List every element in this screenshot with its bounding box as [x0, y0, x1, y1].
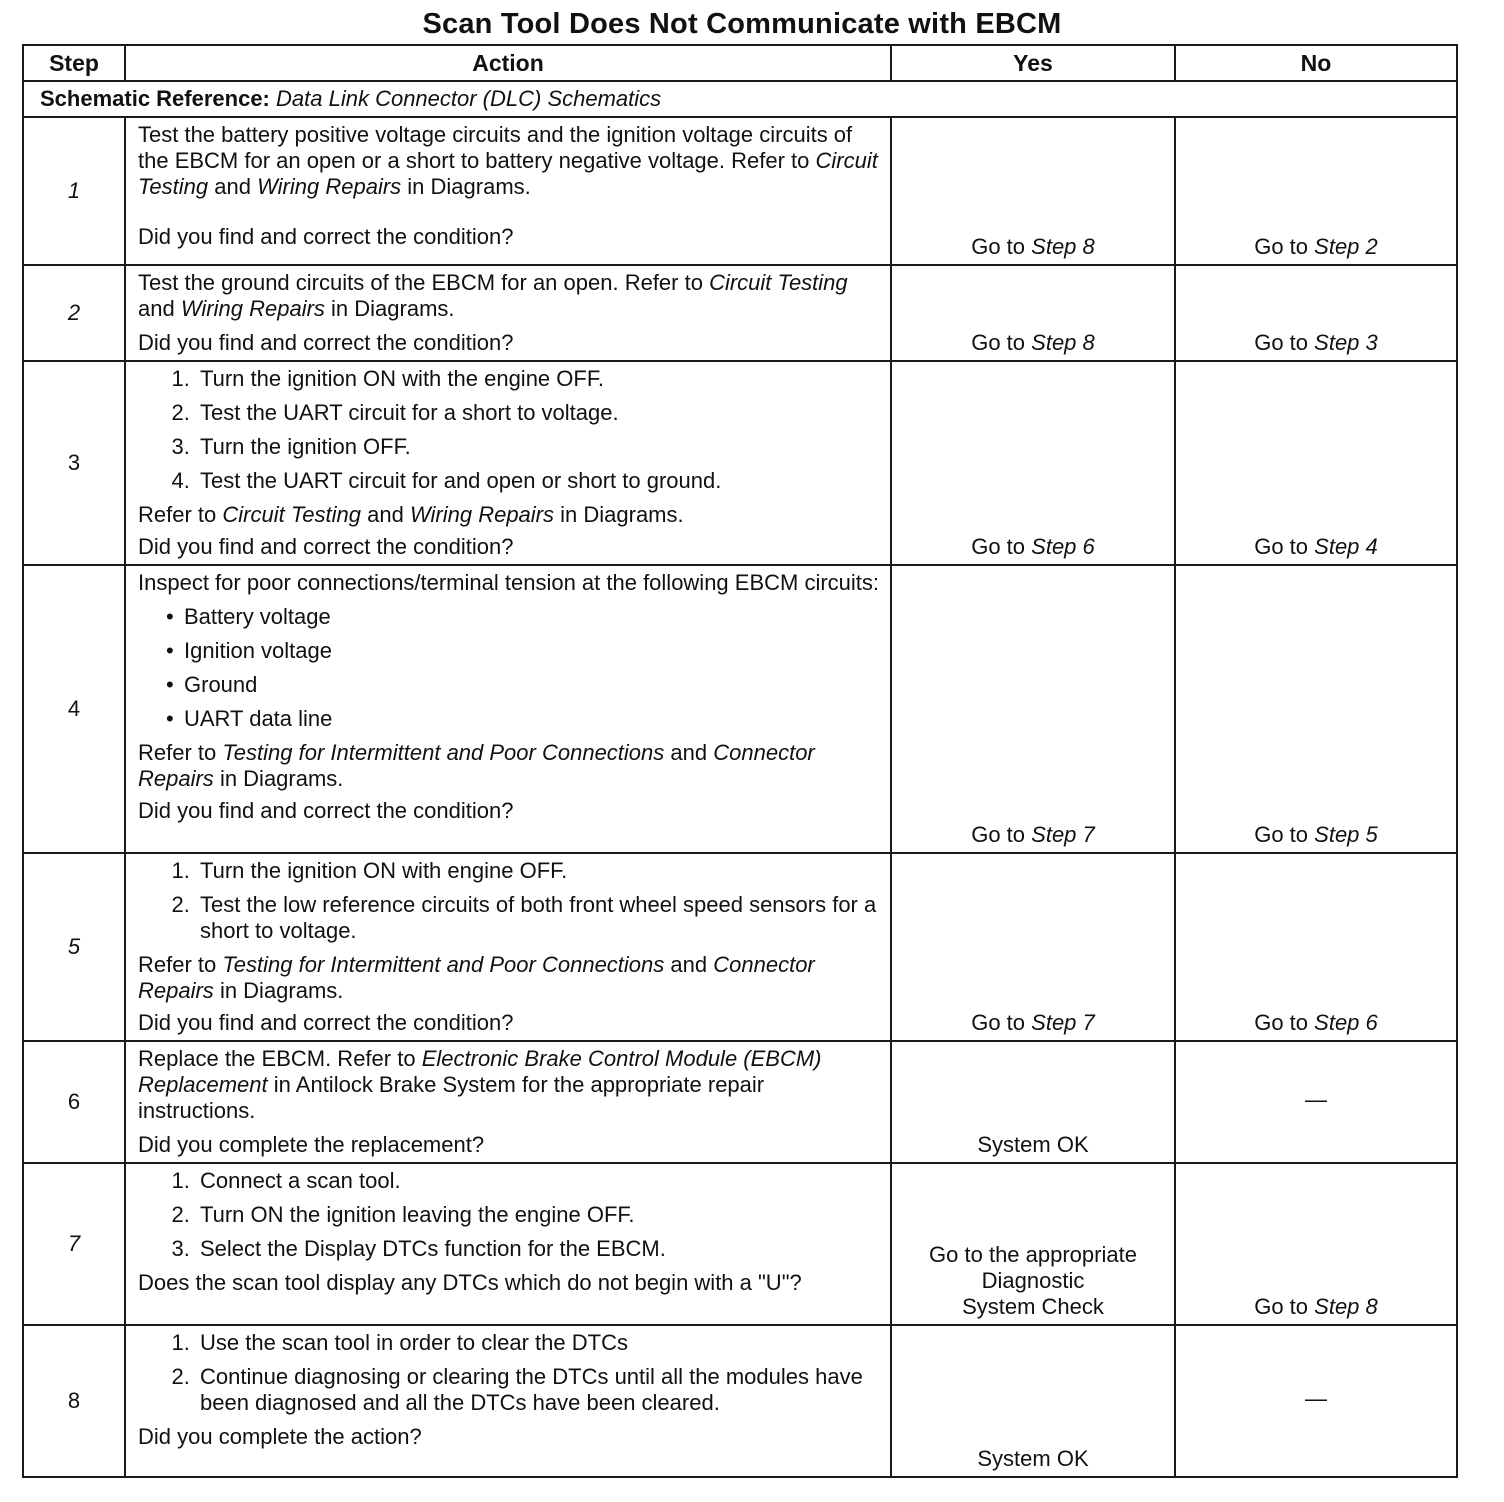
- table-row: [23, 1163, 1457, 1325]
- step-number: 1: [23, 117, 125, 265]
- link-circuit-testing[interactable]: Circuit Testing: [709, 270, 848, 295]
- action-list: [138, 1330, 880, 1416]
- list-item: 2. Test the low reference circuits of both front wheel speed sensors for a short to voltage.: [196, 892, 880, 944]
- list-item: 1. Connect a scan tool.: [196, 1168, 880, 1194]
- schematic-row: [23, 81, 1457, 117]
- step-action: [125, 853, 891, 1041]
- step-action: [125, 565, 891, 853]
- list-item: • UART data line: [184, 706, 880, 732]
- yes-step-link[interactable]: Step 6: [1031, 534, 1095, 559]
- list-item: 2. Turn ON the ignition leaving the engine OFF.: [196, 1202, 880, 1228]
- no-result: Go to Step 5: [1175, 565, 1457, 853]
- header-yes: Yes: [891, 45, 1175, 81]
- step-number: 2: [23, 265, 125, 361]
- no-step-link[interactable]: Step 2: [1314, 234, 1378, 259]
- yes-line: Go to the appropriate: [929, 1242, 1137, 1267]
- step-number: 6: [23, 1041, 125, 1163]
- link-circuit-testing[interactable]: Circuit Testing: [222, 502, 361, 527]
- link-testing-intermittent[interactable]: Testing for Intermittent and Poor Connections: [222, 952, 665, 977]
- link-wiring-repairs[interactable]: Wiring Repairs: [409, 502, 555, 527]
- yes-result: System OK: [891, 1041, 1175, 1163]
- list-item: 2. Test the UART circuit for a short to voltage.: [196, 400, 880, 426]
- bullet-list: [138, 604, 880, 732]
- header-action: Action: [125, 45, 891, 81]
- table-row: [23, 565, 1457, 853]
- step-action: [125, 117, 891, 265]
- list-item: • Battery voltage: [184, 604, 880, 630]
- no-result: Go to Step 3: [1175, 265, 1457, 361]
- no-result: —: [1175, 1041, 1457, 1163]
- step-number: 8: [23, 1325, 125, 1477]
- list-item: 4. Test the UART circuit for and open or short to ground.: [196, 468, 880, 494]
- action-text: Refer to Testing for Intermittent and Poor Connections and Connector Repairs in Diagrams.: [138, 952, 815, 1003]
- schematic-label: Schematic Reference:: [40, 86, 270, 111]
- step-action: [125, 1041, 891, 1163]
- no-result: Go to Step 6: [1175, 853, 1457, 1041]
- no-result: Go to Step 2: [1175, 117, 1457, 265]
- list-item: 1. Turn the ignition ON with the engine OFF.: [196, 366, 880, 392]
- yes-step-link[interactable]: Step 8: [1031, 330, 1095, 355]
- yes-result: [891, 1163, 1175, 1325]
- step-number: 4: [23, 565, 125, 853]
- link-testing-intermittent[interactable]: Testing for Intermittent and Poor Connections: [222, 740, 665, 765]
- action-list: [138, 366, 880, 494]
- no-result: Go to Step 4: [1175, 361, 1457, 565]
- link-circuit-testing[interactable]: Circuit Testing: [138, 148, 878, 199]
- header-no: No: [1175, 45, 1457, 81]
- table-row: [23, 1325, 1457, 1477]
- no-step-link[interactable]: Step 4: [1314, 534, 1378, 559]
- yes-line: Diagnostic: [981, 1268, 1085, 1293]
- yes-result: Go to Step 7: [891, 565, 1175, 853]
- action-question: Did you complete the action?: [138, 1424, 422, 1449]
- yes-step-link[interactable]: Step 8: [1031, 234, 1095, 259]
- yes-result: System OK: [891, 1325, 1175, 1477]
- no-step-link[interactable]: Step 6: [1314, 1010, 1378, 1035]
- no-result: —: [1175, 1325, 1457, 1477]
- action-question: Did you find and correct the condition?: [138, 798, 514, 823]
- step-number: 5: [23, 853, 125, 1041]
- link-connector-repairs[interactable]: Connector Repairs: [138, 740, 815, 791]
- action-list: [138, 1168, 880, 1262]
- table-row: [23, 117, 1457, 265]
- diagnostic-table: [22, 44, 1458, 1478]
- step-number: 7: [23, 1163, 125, 1325]
- step-action: [125, 1163, 891, 1325]
- action-question: Did you complete the replacement?: [138, 1132, 485, 1157]
- step-action: [125, 361, 891, 565]
- table-row: [23, 361, 1457, 565]
- action-question: Did you find and correct the condition?: [138, 534, 514, 559]
- schematic-reference: [23, 81, 1457, 117]
- yes-step-link[interactable]: Step 7: [1031, 1010, 1095, 1035]
- list-item: • Ignition voltage: [184, 638, 880, 664]
- list-item: • Ground: [184, 672, 880, 698]
- action-question: Does the scan tool display any DTCs which do not begin with a "U"?: [138, 1270, 802, 1295]
- header-row: [23, 45, 1457, 81]
- no-step-link[interactable]: Step 3: [1314, 330, 1378, 355]
- no-step-link[interactable]: Step 5: [1314, 822, 1378, 847]
- yes-step-link[interactable]: Step 7: [1031, 822, 1095, 847]
- link-connector-repairs[interactable]: Connector Repairs: [138, 952, 815, 1003]
- schematic-link[interactable]: Data Link Connector (DLC) Schematics: [276, 86, 662, 111]
- yes-result: Go to Step 6: [891, 361, 1175, 565]
- table-row: [23, 853, 1457, 1041]
- list-item: 2. Continue diagnosing or clearing the DTCs until all the modules have been diagnosed and all the DTCs have been cleared.: [196, 1364, 880, 1416]
- action-text: Test the battery positive voltage circuits and the ignition voltage circuits of the EBCM for an open or a short to battery negative voltage. Refer to Circuit Testing and Wiring Repairs in Diagrams.: [138, 122, 878, 199]
- action-text: Refer to Circuit Testing and Wiring Repairs in Diagrams.: [138, 502, 684, 527]
- action-text: Inspect for poor connections/terminal tension at the following EBCM circuits:: [138, 570, 880, 595]
- yes-line: System Check: [962, 1294, 1104, 1319]
- list-item: 3. Turn the ignition OFF.: [196, 434, 880, 460]
- header-step: Step: [23, 45, 125, 81]
- action-question: Did you find and correct the condition?: [138, 330, 514, 355]
- link-ebcm-replacement[interactable]: Electronic Brake Control Module (EBCM) Replacement: [138, 1046, 822, 1097]
- list-item: 1. Turn the ignition ON with engine OFF.: [196, 858, 880, 884]
- list-item: 3. Select the Display DTCs function for the EBCM.: [196, 1236, 880, 1262]
- no-result: Go to Step 8: [1175, 1163, 1457, 1325]
- yes-result: Go to Step 8: [891, 117, 1175, 265]
- action-question: Did you find and correct the condition?: [138, 224, 514, 249]
- action-text: Replace the EBCM. Refer to Electronic Brake Control Module (EBCM) Replacement in Antilock Brake System for the appropriate repair instructions.: [138, 1046, 822, 1123]
- table-row: [23, 265, 1457, 361]
- yes-result: Go to Step 7: [891, 853, 1175, 1041]
- action-text: Test the ground circuits of the EBCM for an open. Refer to Circuit Testing and Wiring Repairs in Diagrams.: [138, 270, 848, 321]
- action-list: [138, 858, 880, 944]
- step-action: [125, 265, 891, 361]
- table-row: [23, 1041, 1457, 1163]
- action-text: Refer to Testing for Intermittent and Poor Connections and Connector Repairs in Diagrams.: [138, 740, 815, 791]
- link-wiring-repairs[interactable]: Wiring Repairs: [257, 174, 402, 199]
- action-question: Did you find and correct the condition?: [138, 1010, 514, 1035]
- no-step-link[interactable]: Step 8: [1314, 1294, 1378, 1319]
- step-number: 3: [23, 361, 125, 565]
- step-action: [125, 1325, 891, 1477]
- yes-result: Go to Step 8: [891, 265, 1175, 361]
- page-title: Scan Tool Does Not Communicate with EBCM: [422, 8, 1062, 40]
- list-item: 1. Use the scan tool in order to clear the DTCs: [196, 1330, 880, 1356]
- link-wiring-repairs[interactable]: Wiring Repairs: [180, 296, 325, 321]
